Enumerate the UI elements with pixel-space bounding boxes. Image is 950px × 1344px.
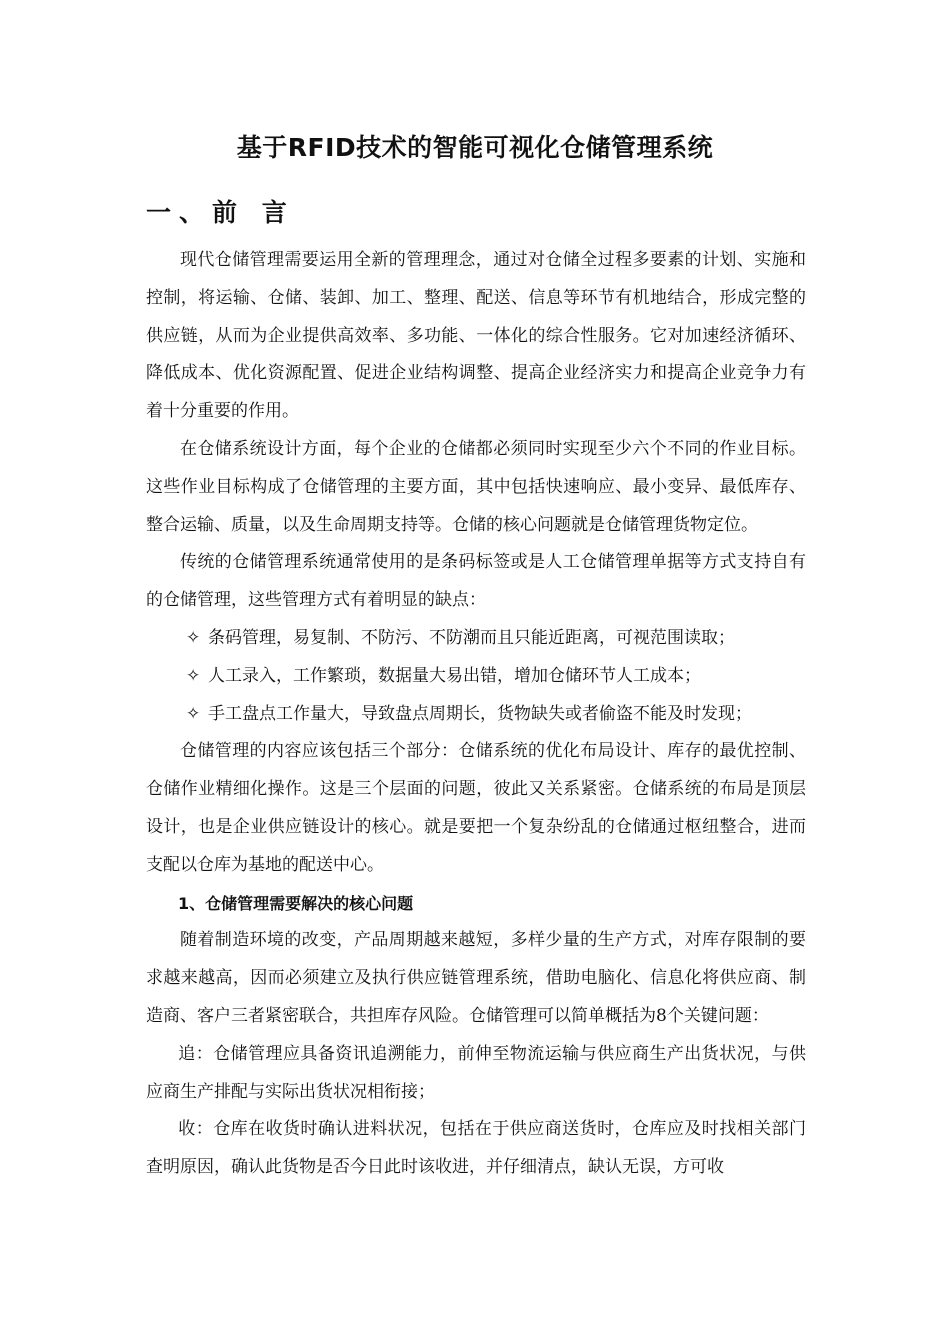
paragraph-1: 现代仓储管理需要运用全新的管理理念，通过对仓储全过程多要素的计划、实施和控制，将运输、仓储、装卸、加工、整理、配送、信息等环节有机地结合，形成完整的供应链，从而为企业提供高效率、多功能、一体化的综合性服务。它对加速经济循环、降低成本、优化资源配置、促进企业结构调整、提高企业经济实力和提高企业竞争力有着十分重要的作用。 — [146, 250, 806, 422]
paragraph-after-bullets: 仓储管理的内容应该包括三个部分：仓储系统的优化布局设计、库存的最优控制、仓储作业精细化操作。这是三个层面的问题，彼此又关系紧密。仓储系统的布局是顶层设计，也是企业供应链设计的核心。就是要把一个复杂纷乱的仓储通过枢纽整合，进而支配以仓库为基地的配送中心。 — [146, 741, 806, 875]
bullet-item — [146, 696, 806, 734]
bullet-item — [146, 658, 806, 696]
term-paragraph-trace: 追：仓储管理应具备资讯追溯能力，前伸至物流运输与供应商生产出货状况，与供应商生产排配与实际出货状况相衔接； — [146, 1043, 806, 1102]
bullet-marker-icon: ✧ — [186, 665, 201, 686]
bullet-text: 手工盘点工作量大，导致盘点周期长，货物缺失或者偷盗不能及时发现； — [208, 703, 752, 724]
document-title: 基于RFID技术的智能可视化仓储管理系统 — [236, 133, 714, 162]
subsection-paragraph: 随着制造环境的改变，产品周期越来越短，多样少量的生产方式，对库存限制的要求越来越高，因而必须建立及执行供应链管理系统，借助电脑化、信息化将供应商、制造商、客户三者紧密联合，共担库存风险。仓储管理可以简单概括为8个关键问题： — [146, 930, 806, 1026]
bullet-text: 条码管理，易复制、不防污、不防潮而且只能近距离，可视范围读取； — [208, 627, 735, 648]
bullet-text: 人工录入，工作繁琐，数据量大易出错，增加仓储环节人工成本； — [208, 665, 701, 686]
section-heading: 一、前 言 — [146, 198, 295, 227]
bullet-marker-icon: ✧ — [186, 703, 201, 724]
paragraph-3: 传统的仓储管理系统通常使用的是条码标签或是人工仓储管理单据等方式支持自有的仓储管理，这些管理方式有着明显的缺点： — [146, 552, 806, 611]
paragraph-2: 在仓储系统设计方面，每个企业的仓储都必须同时实现至少六个不同的作业目标。这些作业目标构成了仓储管理的主要方面，其中包括快速响应、最小变异、最低库存、整合运输、质量，以及生命周期支持等。仓储的核心问题就是仓储管理货物定位。 — [146, 438, 806, 535]
bullet-item — [146, 620, 806, 658]
subsection-heading: 1、仓储管理需要解决的核心问题 — [178, 893, 414, 913]
bullet-marker-icon: ✧ — [186, 627, 201, 648]
term-paragraph-receive: 收：仓库在收货时确认进料状况，包括在于供应商送货时，仓库应及时找相关部门查明原因，确认此货物是否今日此时该收进，并仔细清点，缺认无误，方可收 — [146, 1119, 806, 1178]
document-body — [146, 242, 806, 1187]
